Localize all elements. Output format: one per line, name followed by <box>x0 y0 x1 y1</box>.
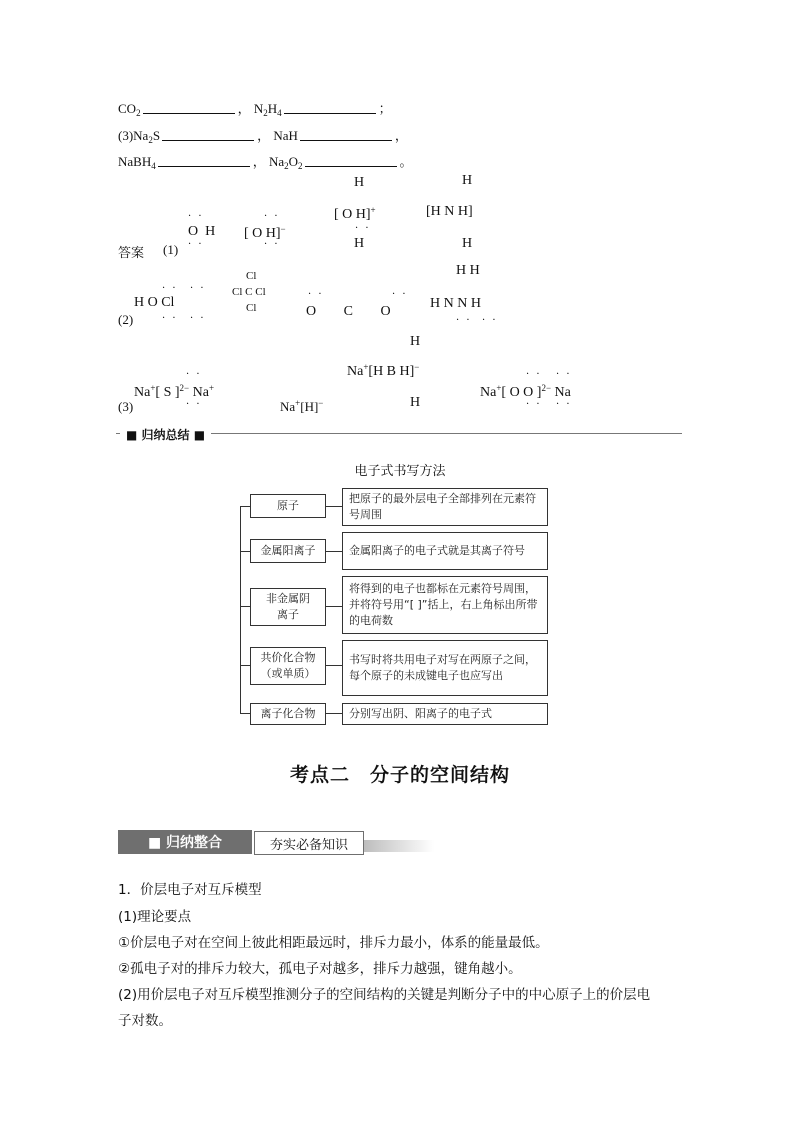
content-subheading-2-line-2: 子对数。 <box>118 1013 172 1029</box>
nabh4-bottom-h: H <box>410 395 421 410</box>
lewis-ccl4: Cl C Cl <box>232 286 266 298</box>
lewis-na2o2: Na+[ O O ]$^{2-}$ Na <box>480 383 571 400</box>
lewis-n2h4: H N N H <box>430 296 481 311</box>
lone-pair-dots: · · <box>186 369 202 380</box>
banner-fade-decoration <box>364 840 434 852</box>
lone-pair-dots: · · <box>190 313 206 324</box>
flow-connector <box>240 551 250 552</box>
flow-term-box: 原子 <box>250 494 326 518</box>
summary-header: ■ 归纳总结 ■ <box>120 426 211 443</box>
answer-label: 答案 <box>118 246 145 261</box>
lone-pair-dots: · · <box>556 369 572 380</box>
flow-term-box: 共价化合物（或单质） <box>250 647 326 685</box>
flow-term-box: 离子化合物 <box>250 703 326 725</box>
ammonium-bottom-h: H <box>462 236 473 251</box>
content-point-2: ②孤电子对的排斥力较大，孤电子对越多，排斥力越强，键角越小。 <box>118 961 522 977</box>
lewis-hocl: H O Cl <box>134 295 175 310</box>
question-line-1: $CO_2$ ， $N_2H_4$ ； <box>118 101 392 118</box>
flow-connector <box>240 665 250 666</box>
lewis-hydroxide: [ O H]− <box>244 224 286 241</box>
flow-connector <box>326 606 342 607</box>
content-subheading-1: (1)理论要点 <box>118 909 192 925</box>
section-title: 考点二 分子的空间结构 <box>289 764 510 786</box>
lone-pair-dots: · · <box>264 211 280 222</box>
banner-main: ■ 归纳整合 <box>118 830 252 854</box>
question-line-3: NaBH$_4$ ， $Na_2O_2$ 。 <box>118 154 413 171</box>
answer-part-2-label: (2) <box>118 312 134 327</box>
answer-blank <box>158 154 250 167</box>
flow-term-box: 非金属阴离子 <box>250 588 326 626</box>
lewis-nabh4: Na+[H B H]− <box>347 362 420 379</box>
lewis-nah: Na+[H]− <box>280 398 324 414</box>
answer-part-1-label: (1) <box>163 242 179 257</box>
lone-pair-dots: · · <box>526 399 542 410</box>
lone-pair-dots: · · <box>355 223 371 234</box>
flow-title: 电子式书写方法 <box>354 464 446 479</box>
lone-pair-dots: · · <box>456 315 472 326</box>
flow-trunk-line <box>240 506 241 714</box>
content-subheading-2-line-1: (2)用价层电子对互斥模型推测分子的空间结构的关键是判断分子中的中心原子上的价层电 <box>118 987 651 1003</box>
flow-connector <box>240 506 250 507</box>
lone-pair-dots: · · <box>526 369 542 380</box>
flow-desc-box: 分别写出阴、阳离子的电子式 <box>342 703 548 725</box>
lewis-ammonium: [H N H] <box>426 204 473 219</box>
content-point-1: ①价层电子对在空间上彼此相距最远时，排斥力最小，体系的能量最低。 <box>118 935 549 951</box>
lone-pair-dots: · · <box>162 313 178 324</box>
answer-part-3-label: (3) <box>118 399 134 414</box>
ccl4-top: Cl <box>246 270 257 282</box>
flow-connector <box>240 606 250 607</box>
flow-connector <box>326 713 342 714</box>
lone-pair-dots: · · <box>308 289 324 300</box>
content-heading: 1．价层电子对互斥模型 <box>118 882 262 898</box>
answer-blank <box>284 101 376 114</box>
lone-pair-dots: · · <box>162 283 178 294</box>
hydronium-bottom-h: H <box>354 236 365 251</box>
lewis-hydronium: [ O H]+ <box>334 205 376 222</box>
lewis-co2: O C O <box>306 304 403 319</box>
lone-pair-dots: · · <box>556 399 572 410</box>
flow-desc-box: 书写时将共用电子对写在两原子之间，每个原子的未成键电子也应写出 <box>342 640 548 696</box>
answer-blank <box>300 128 392 141</box>
flow-connector <box>326 551 342 552</box>
n2h4-top-h: H H <box>456 263 480 278</box>
ccl4-bottom: Cl <box>246 302 257 314</box>
lone-pair-dots: · · <box>188 239 204 250</box>
lewis-na2s: Na+[ S ]$^{2-}$ Na+ <box>134 383 215 400</box>
flow-connector <box>326 665 342 666</box>
ammonium-top-h: H <box>462 173 473 188</box>
nabh4-top-h: H <box>410 334 421 349</box>
answer-blank <box>143 101 235 114</box>
lewis-o-h: O H <box>188 224 216 239</box>
lone-pair-dots: · · <box>264 239 280 250</box>
banner-sub: 夯实必备知识 <box>254 831 364 855</box>
flow-desc-box: 把原子的最外层电子全部排列在元素符号周围 <box>342 488 548 526</box>
question-line-2: $(3)Na_2S$ ， NaH ， <box>118 128 408 145</box>
flow-desc-box: 金属阳离子的电子式就是其离子符号 <box>342 532 548 570</box>
lone-pair-dots: · · <box>190 283 206 294</box>
lone-pair-dots: · · <box>392 289 408 300</box>
lone-pair-dots: · · <box>482 315 498 326</box>
flow-connector <box>240 713 250 714</box>
flow-desc-box: 将得到的电子也都标在元素符号周围，并将符号用“[ ]”括上，右上角标出所带的电荷数 <box>342 576 548 634</box>
hydronium-top-h: H <box>354 175 365 190</box>
answer-blank <box>305 154 397 167</box>
flow-connector <box>326 506 342 507</box>
lone-pair-dots: · · <box>188 211 204 222</box>
lone-pair-dots: · · <box>186 399 202 410</box>
answer-blank <box>162 128 254 141</box>
flow-term-box: 金属阳离子 <box>250 539 326 563</box>
